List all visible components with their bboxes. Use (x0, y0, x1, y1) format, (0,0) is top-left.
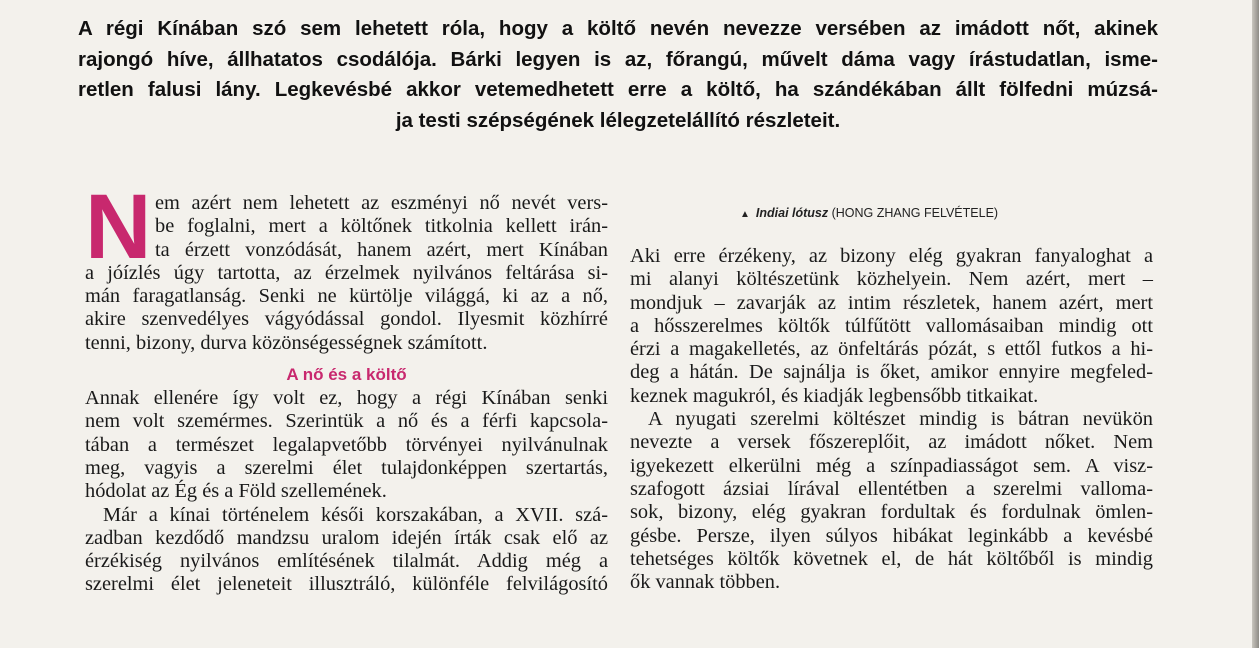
body-line: a hősszerelmes költők túlfűtött vallomásaiban mindig ott (630, 314, 1153, 337)
body-line: érzékiség nyilvános említésének tilalmát. Addig még a (85, 550, 608, 573)
caption-title: Indiai lótusz (755, 206, 829, 220)
body-line: be foglalni, mert a költőnek titkolnia kellett irán- (155, 215, 608, 238)
body-line: szerelmi élet jeleneteit illusztráló, különféle felvilágosító (85, 573, 608, 596)
body-line: igyekezett elkerülni még a színpadiasságot sem. A visz- (630, 454, 1153, 477)
lead-line: A régi Kínában szó sem lehetett róla, hogy a költő nevén nevezze versében az imádott nőt, akinek (78, 17, 1158, 40)
triangle-up-icon: ▲ (740, 209, 750, 220)
body-line: keznek magukról, és kiadják legbensőbb titkaikat. (630, 384, 1039, 407)
body-line: tenni, bizony, durva közönségességnek számított. (85, 331, 488, 354)
body-line: em azért nem lehetett az eszményi nő nevét vers- (155, 192, 608, 214)
body-line: Aki erre érzékeny, az bizony elég gyakran fanyaloghat a (630, 245, 1153, 267)
lead-paragraph (78, 14, 1158, 136)
body-line: Már a kínai történelem késői korszakában, a XVII. szá- (103, 503, 608, 526)
body-line: mondjuk – zavarják az intim részletek, hanem azért, mert (630, 291, 1153, 314)
body-line: tában a természet legalapvetőbb törvényei nyilvánulnak (85, 433, 608, 456)
body-line: Annak ellenére így volt ez, hogy a régi Kínában senki (85, 387, 608, 410)
body-line: deg a hátán. De sajnálja is őket, amikor ennyire megfeled- (630, 361, 1153, 384)
body-line: zadban kezdődő mandzsu uralom idején írták csak elő az (85, 526, 608, 549)
body-line: érzi a magakelletés, az önfeltárás pózát, s ettől futkos a hi- (630, 338, 1153, 361)
page-edge-shadow (1252, 0, 1259, 648)
left-column (85, 176, 608, 597)
body-line: tehetséges költők követnek el, de hát költőből is mindig (630, 547, 1153, 570)
right-column (630, 245, 1153, 594)
photo-caption (740, 206, 998, 220)
body-line: nem volt szemérmes. Szerintük a nő és a férfi kapcsola- (85, 410, 608, 433)
body-line: nevezte a versek főszereplőit, az imádott nőket. Nem (630, 431, 1153, 454)
lead-line: rajongó híve, állhatatos csodálója. Bárki legyen is az, főrangú, művelt dáma vagy írástudatlan, isme- (78, 47, 1158, 71)
lead-line: ja testi szépségének lélegzetelállító részleteit. (395, 108, 841, 132)
body-line: szafogott ázsiai lírával ellentétben a szerelmi valloma- (630, 477, 1153, 500)
dropcap-letter: N (85, 176, 150, 278)
body-line: a jóízlés úgy tartotta, az érzelmek nyilvános feltárása si- (85, 261, 608, 284)
body-line: akire szenvedélyes vágyódással gondol. Ilyesmit közhírré (85, 308, 608, 331)
body-line: hódolat az Ég és a Föld szellemének. (85, 480, 387, 503)
body-line: gésbe. Persze, ilyen súlyos hibákat leginkább a kevésbé (630, 524, 1153, 547)
section-subheading: A nő és a költő (286, 365, 407, 385)
caption-credit: (HONG ZHANG FELVÉTELE) (828, 206, 999, 220)
body-line: ők vannak többen. (630, 571, 781, 594)
body-line: meg, vagyis a szerelmi élet tulajdonképpen szertartás, (85, 456, 608, 479)
body-line: sok, bizony, elég gyakran fordultak és fordulnak ömlen- (630, 501, 1153, 524)
body-line: A nyugati szerelmi költészet mindig is bátran nevükön (648, 408, 1153, 431)
lead-line: retlen falusi lány. Legkevésbé akkor vetemedhetett erre a költő, ha szándékában állt fölfedni múzsá- (78, 78, 1158, 101)
body-line: ta érzett vonzódását, hanem azért, mert Kínában (155, 238, 608, 261)
body-line: mi alanyi költészetünk közhelyein. Nem azért, mert – (630, 268, 1153, 291)
body-line: mán faragatlanság. Senki ne kürtölje világgá, ki az a nő, (85, 285, 608, 308)
